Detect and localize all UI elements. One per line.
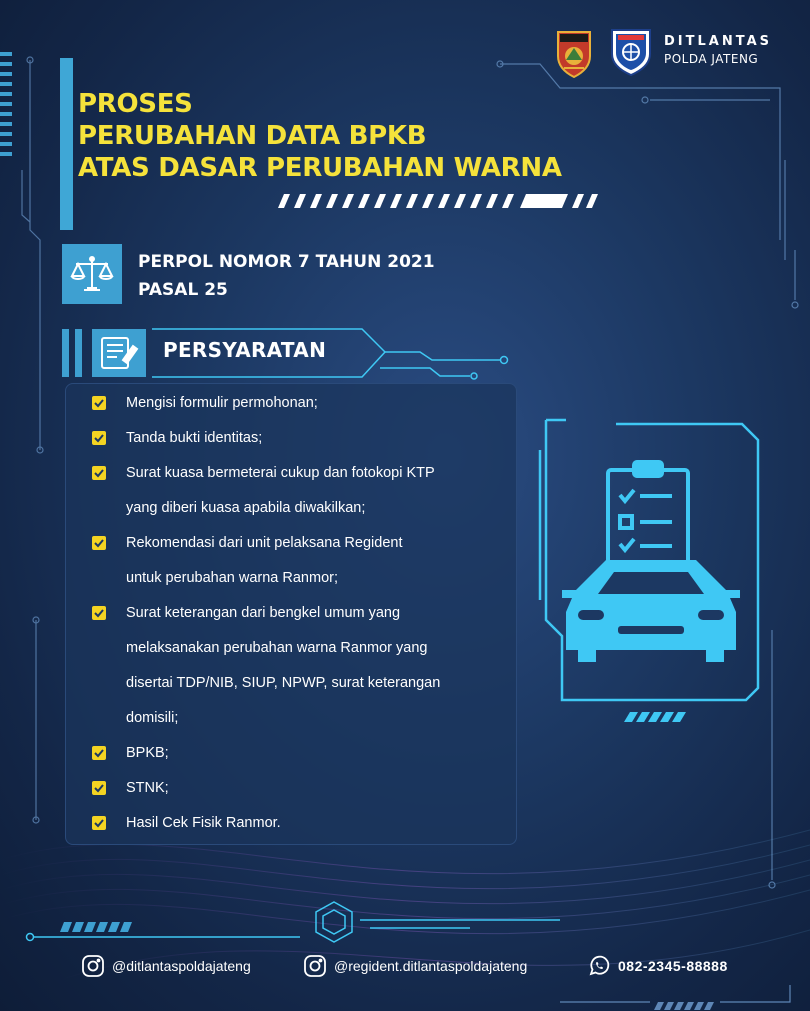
car-checklist-icon <box>536 400 766 730</box>
law-reference <box>138 248 435 304</box>
requirement-line: Surat kuasa bermeterai cukup dan fotokopi KTP <box>126 465 435 481</box>
requirements-list <box>65 383 517 845</box>
title-accent-bar <box>60 58 73 230</box>
requirement-text <box>126 596 508 736</box>
requirement-text <box>126 806 508 841</box>
requirement-line: Surat keterangan dari bengkel umum yang <box>126 605 401 621</box>
checkbox-checked-icon <box>92 396 106 410</box>
checkbox-checked-icon <box>92 536 106 550</box>
requirement-item <box>66 596 516 736</box>
requirement-line: melaksanakan perubahan warna Ranmor yang <box>126 640 428 656</box>
whatsapp-link[interactable] <box>586 948 728 984</box>
checkbox-checked-icon <box>92 746 106 760</box>
requirement-text <box>126 421 508 456</box>
scales-icon <box>62 244 122 304</box>
requirement-text <box>126 456 508 526</box>
requirement-item <box>66 526 516 596</box>
brand-text <box>664 34 772 66</box>
instagram-icon <box>80 953 106 979</box>
page-title <box>78 88 562 184</box>
requirement-line: disertai TDP/NIB, SIUP, NPWP, surat keterangan <box>126 675 441 691</box>
requirement-line: Tanda bukti identitas; <box>126 430 263 446</box>
requirement-line: yang diberi kuasa apabila diwakilkan; <box>126 500 366 516</box>
checkbox-checked-icon <box>92 606 106 620</box>
requirement-text <box>126 771 508 806</box>
requirement-line: Rekomendasi dari unit pelaksana Regident <box>126 535 403 551</box>
brand-subtitle: POLDA JATENG <box>664 52 759 66</box>
checkbox-checked-icon <box>92 431 106 445</box>
requirement-line: domisili; <box>126 710 179 726</box>
section-stripe <box>75 329 82 377</box>
instagram-handle-2: @regident.ditlantaspoldajateng <box>334 958 528 974</box>
instagram-link-2[interactable] <box>302 948 527 984</box>
whatsapp-icon <box>586 953 612 979</box>
instagram-link-1[interactable] <box>80 948 251 984</box>
lalu-lintas-logo <box>608 26 654 76</box>
requirement-line: BPKB; <box>126 745 169 761</box>
jawa-tengah-emblem-logo <box>554 26 594 78</box>
law-line-2: PASAL 25 <box>138 280 228 300</box>
requirement-item <box>66 456 516 526</box>
form-document-icon <box>92 329 146 377</box>
title-line-2: PERUBAHAN DATA BPKB <box>78 121 427 151</box>
title-line-3: ATAS DASAR PERUBAHAN WARNA <box>78 153 562 183</box>
requirement-line: Hasil Cek Fisik Ranmor. <box>126 815 281 831</box>
section-stripe <box>62 329 69 377</box>
requirement-item <box>66 806 516 841</box>
title-line-1: PROSES <box>78 89 193 119</box>
checkbox-checked-icon <box>92 816 106 830</box>
checkbox-checked-icon <box>92 466 106 480</box>
instagram-handle-1: @ditlantaspoldajateng <box>112 958 251 974</box>
requirement-text <box>126 526 508 596</box>
checkbox-checked-icon <box>92 781 106 795</box>
requirement-item <box>66 771 516 806</box>
requirement-item <box>66 386 516 421</box>
instagram-icon <box>302 953 328 979</box>
title-stripes <box>278 194 598 208</box>
footer <box>0 948 810 984</box>
brand-title: DITLANTAS <box>664 34 773 49</box>
requirement-line: untuk perubahan warna Ranmor; <box>126 570 338 586</box>
requirement-line: Mengisi formulir permohonan; <box>126 395 318 411</box>
requirement-text <box>126 386 508 421</box>
requirement-item <box>66 736 516 771</box>
requirements-heading: PERSYARATAN <box>163 338 327 362</box>
whatsapp-number: 082-2345-88888 <box>618 958 728 974</box>
requirement-text <box>126 736 508 771</box>
law-line-1: PERPOL NOMOR 7 TAHUN 2021 <box>138 252 435 272</box>
requirement-line: STNK; <box>126 780 169 796</box>
requirement-item <box>66 421 516 456</box>
